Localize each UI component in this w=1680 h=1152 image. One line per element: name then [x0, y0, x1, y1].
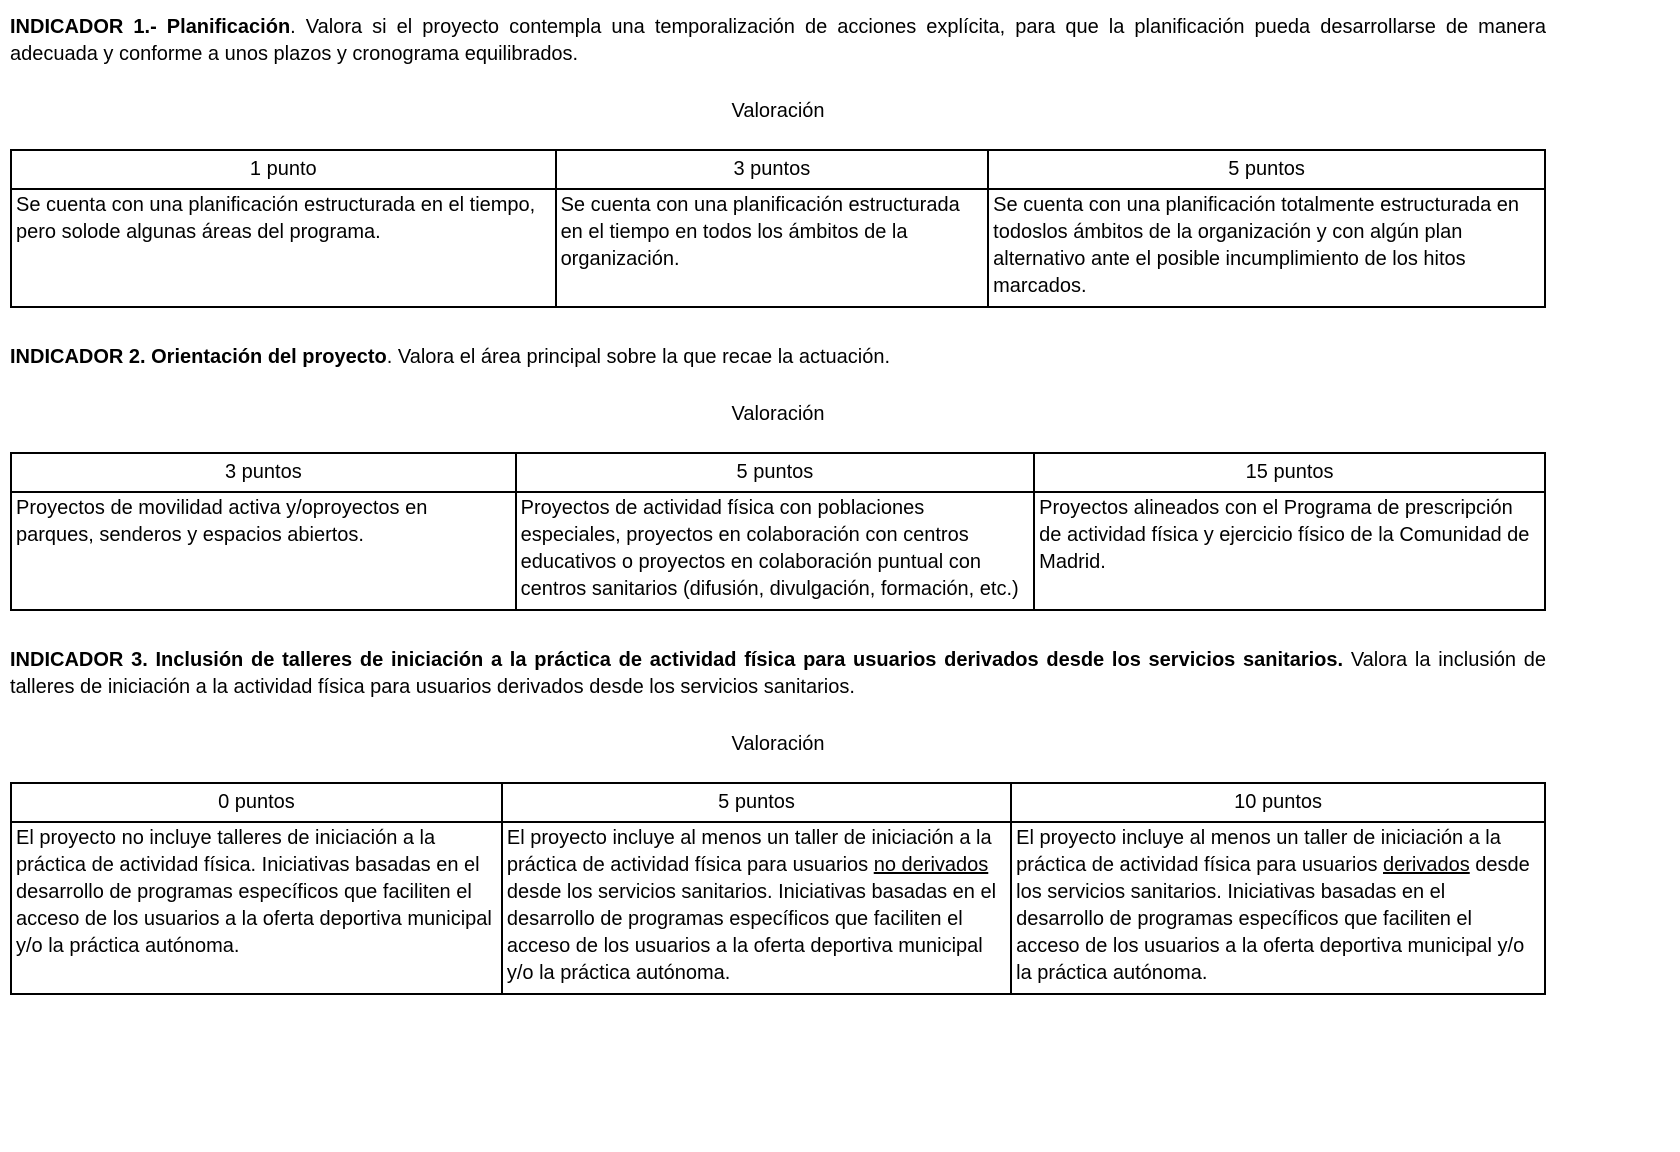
section-heading	[10, 647, 1546, 701]
criteria-underline: derivados	[1383, 854, 1470, 876]
valoracion-label: Valoración	[731, 403, 825, 425]
criteria-text: Se cuenta con una planificación estructurada en el tiempo en todos los ámbitos de la organización.	[560, 194, 960, 270]
section-heading-bold: INDICADOR 1.- Planificación	[10, 16, 291, 38]
criteria-cell	[1034, 492, 1545, 610]
criteria-cell	[556, 189, 989, 307]
criteria-cell	[988, 189, 1545, 307]
valoracion-label: Valoración	[731, 100, 825, 122]
criteria-text: El proyecto no incluye talleres de iniciación a la práctica de actividad física. Iniciativas basadas en el desarrollo de programas específicos que faciliten el acceso de los usuarios a la oferta deportiva municipal y/o la práctica autónoma.	[16, 827, 492, 957]
criteria-text: Se cuenta con una planificación totalmente estructurada en todoslos ámbitos de la organización y con algún plan alternativo ante el posible incumplimiento de los hitos marcados.	[993, 194, 1520, 297]
table-indicador-2	[10, 452, 1546, 611]
section-heading-rest: . Valora el área principal sobre la que recae la actuación.	[386, 346, 890, 368]
criteria-text: desde los servicios sanitarios. Iniciativas basadas en el desarrollo de programas específicos que faciliten el acceso de los usuarios a la oferta deportiva municipal y/o la práctica autónoma.	[506, 881, 997, 984]
criteria-text: Proyectos alineados con el Programa de prescripción de actividad física y ejercicio físico de la Comunidad de Madrid.	[1039, 497, 1530, 573]
section-indicador-3	[10, 647, 1546, 995]
table-row	[11, 189, 1545, 307]
criteria-cell	[516, 492, 1034, 610]
points-header: 15 puntos	[1034, 453, 1545, 492]
table-row	[11, 822, 1545, 994]
section-heading-rest: . Valora si el proyecto contempla una temporalización de acciones explícita, para que la planificación pueda desarrollarse de manera adecuada y conforme a unos plazos y cronograma equilibrados.	[10, 16, 1546, 65]
table-indicador-1	[10, 149, 1546, 308]
criteria-text: El proyecto incluye al menos un taller de iniciación a la práctica de actividad física para usuarios	[1016, 827, 1501, 876]
valoracion-label: Valoración	[731, 733, 825, 755]
criteria-text: desde los servicios sanitarios. Iniciativas basadas en el desarrollo de programas específicos que faciliten el acceso de los usuarios a la oferta deportiva municipal y/o la práctica autónoma.	[1016, 854, 1530, 984]
criteria-text: Proyectos de movilidad activa y/oproyectos en parques, senderos y espacios abiertos.	[16, 497, 428, 546]
criteria-text: Se cuenta con una planificación estructurada en el tiempo, pero solode algunas áreas del programa.	[16, 194, 536, 243]
criteria-cell	[11, 189, 556, 307]
points-header: 10 puntos	[1011, 783, 1545, 822]
table-header-row	[11, 150, 1545, 189]
table-header-row	[11, 453, 1545, 492]
points-header: 3 puntos	[556, 150, 989, 189]
section-heading-bold: INDICADOR 3. Inclusión de talleres de iniciación a la práctica de actividad física para usuarios derivados desde los servicios sanitarios.	[10, 649, 1344, 671]
points-header: 5 puntos	[988, 150, 1545, 189]
section-indicador-2	[10, 344, 1546, 611]
criteria-cell	[11, 492, 516, 610]
criteria-cell	[1011, 822, 1545, 994]
section-heading-rest: Valora la inclusión de talleres de iniciación a la actividad física para usuarios derivados desde los servicios sanitarios.	[10, 649, 1546, 698]
points-header: 5 puntos	[516, 453, 1034, 492]
table-row	[11, 492, 1545, 610]
points-header: 5 puntos	[502, 783, 1011, 822]
criteria-underline: no derivados	[873, 854, 989, 876]
section-heading	[10, 14, 1546, 68]
criteria-cell	[11, 822, 502, 994]
points-header: 0 puntos	[11, 783, 502, 822]
criteria-cell	[502, 822, 1011, 994]
section-heading-bold: INDICADOR 2. Orientación del proyecto	[10, 346, 387, 368]
table-indicador-3	[10, 782, 1546, 995]
points-header: 1 punto	[11, 150, 556, 189]
criteria-text: El proyecto incluye al menos un taller de iniciación a la práctica de actividad física para usuarios	[506, 827, 992, 876]
points-header: 3 puntos	[11, 453, 516, 492]
table-header-row	[11, 783, 1545, 822]
criteria-text: Proyectos de actividad física con poblaciones especiales, proyectos en colaboración con centros educativos o proyectos en colaboración puntual con centros sanitarios (difusión, divulgación, formación, etc.)	[520, 497, 1019, 600]
section-heading	[10, 344, 1546, 371]
section-indicador-1	[10, 14, 1546, 308]
